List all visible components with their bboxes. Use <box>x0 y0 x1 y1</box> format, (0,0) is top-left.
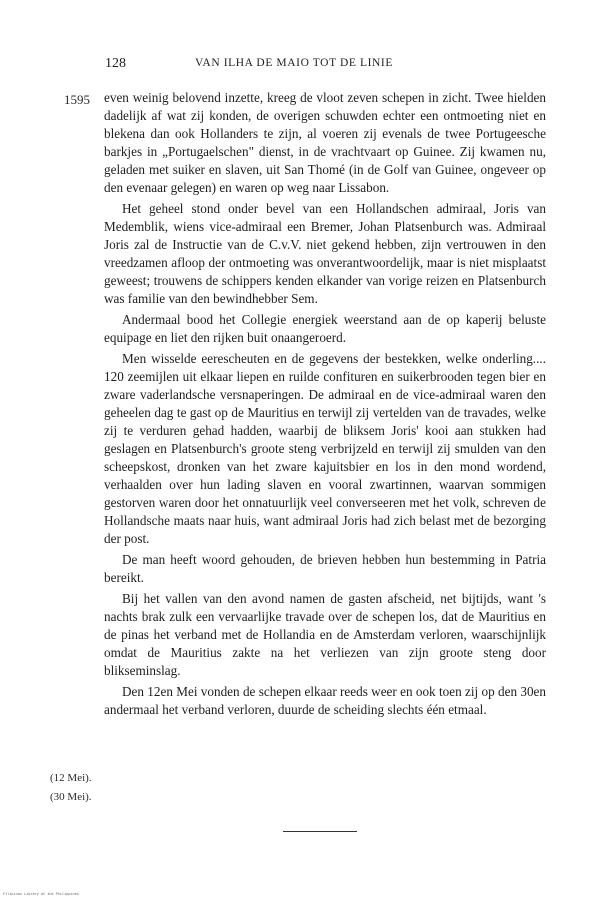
margin-year: 1595 <box>64 92 90 107</box>
footer-credit: Filipinas Library at the Philippines <box>3 892 79 896</box>
body-text <box>104 89 546 722</box>
paragraph-4: Men wisselde eerescheuten en de gegevens der bestekken, welke onderling.... 120 zeemijlen uit elkaar liepen en ruilde confituren en suikerbrooden tegen bier en zware vaderlandsche versnaperingen. De admiraal en de vice-admiraal waren den geheelen dag te gast op de Mauritius en terwijl zij vertelden van de travades, welke zij te verduren gehad hadden, waarbij de bliksem Joris' kooi aan stukken had geslagen en Platsenburch's groote steng verbrijzeld en terwijl zij smulden van den scheepskost, dronken van het zware kajuitsbier en los in den mond wordend, verhaalden over hun lading slaven en vooral zwartinnen, waarvan sommigen gestorven waren door het onnatuurlijk veel converseeren met het volk, schreven de Hollandsche maats naar huis, want admiraal Joris had zich belast met de bezorging der post. <box>104 351 546 546</box>
paragraph-5: De man heeft woord gehouden, de brieven hebben hun bestemming in Patria bereikt. <box>104 552 546 585</box>
paragraph-1: even weinig belovend inzette, kreeg de vloot zeven schepen in zicht. Twee hielden dadelijk af wat zij konden, de overigen schuwden echter een ontmoeting niet en blekena dan ook Hollanders te zijn, al voeren zij evenals de twee Portugeesche barkjes in „Portugaelschen" dienst, in de vrachtvaart op Guinee. Zij kwamen nu, geladen met suiker en slaven, uit San Thomé (in de Golf van Guinee, ongeveer op den evenaar gelegen) en waren op weg naar Lissabon. <box>104 90 546 195</box>
paragraph-3: Andermaal bood het Collegie energiek weerstand aan de op kaperij beluste equipage en liet den rijken buit onaangeroerd. <box>104 312 546 345</box>
page-number: 128 <box>105 56 126 71</box>
margin-date-12-mei: (12 Mei). <box>50 772 92 784</box>
page-header <box>105 56 545 76</box>
section-end-rule <box>283 831 357 832</box>
paragraph-2: Het geheel stond onder bevel van een Hollandschen admiraal, Joris van Medemblik, wiens vice-admiraal een Bremer, Johan Platsenburch was. Admiraal Joris zal de Instructie van de C.v.V. niet gekend hebben, zijn vertrouwen in den vreedzamen afloop der ontmoeting was onverantwoordelijk, maar is niet misplaatst geweest; trouwens de schippers kenden elkander van vorige reizen en Platsenburch was familie van den bewindhebber Sem. <box>104 201 546 306</box>
paragraph-6: Bij het vallen van den avond namen de gasten afscheid, net bijtijds, want 's nachts brak zulk een vervaarlijke travade over de schepen los, dat de Mauritius en de pinas het verband met de Hollandia en de Amsterdam verloren, waarschijnlijk omdat de Mauritius zakte na het verliezen van zijn groote steng door blikseminslag. <box>104 591 546 678</box>
paragraph-7: Den 12en Mei vonden de schepen elkaar reeds weer en ook toen zij op den 30en andermaal het verband verloren, duurde de scheiding slechts één etmaal. <box>104 684 546 717</box>
margin-date-30-mei: (30 Mei). <box>50 791 92 803</box>
running-title: VAN ILHA DE MAIO TOT DE LINIE <box>195 57 393 69</box>
